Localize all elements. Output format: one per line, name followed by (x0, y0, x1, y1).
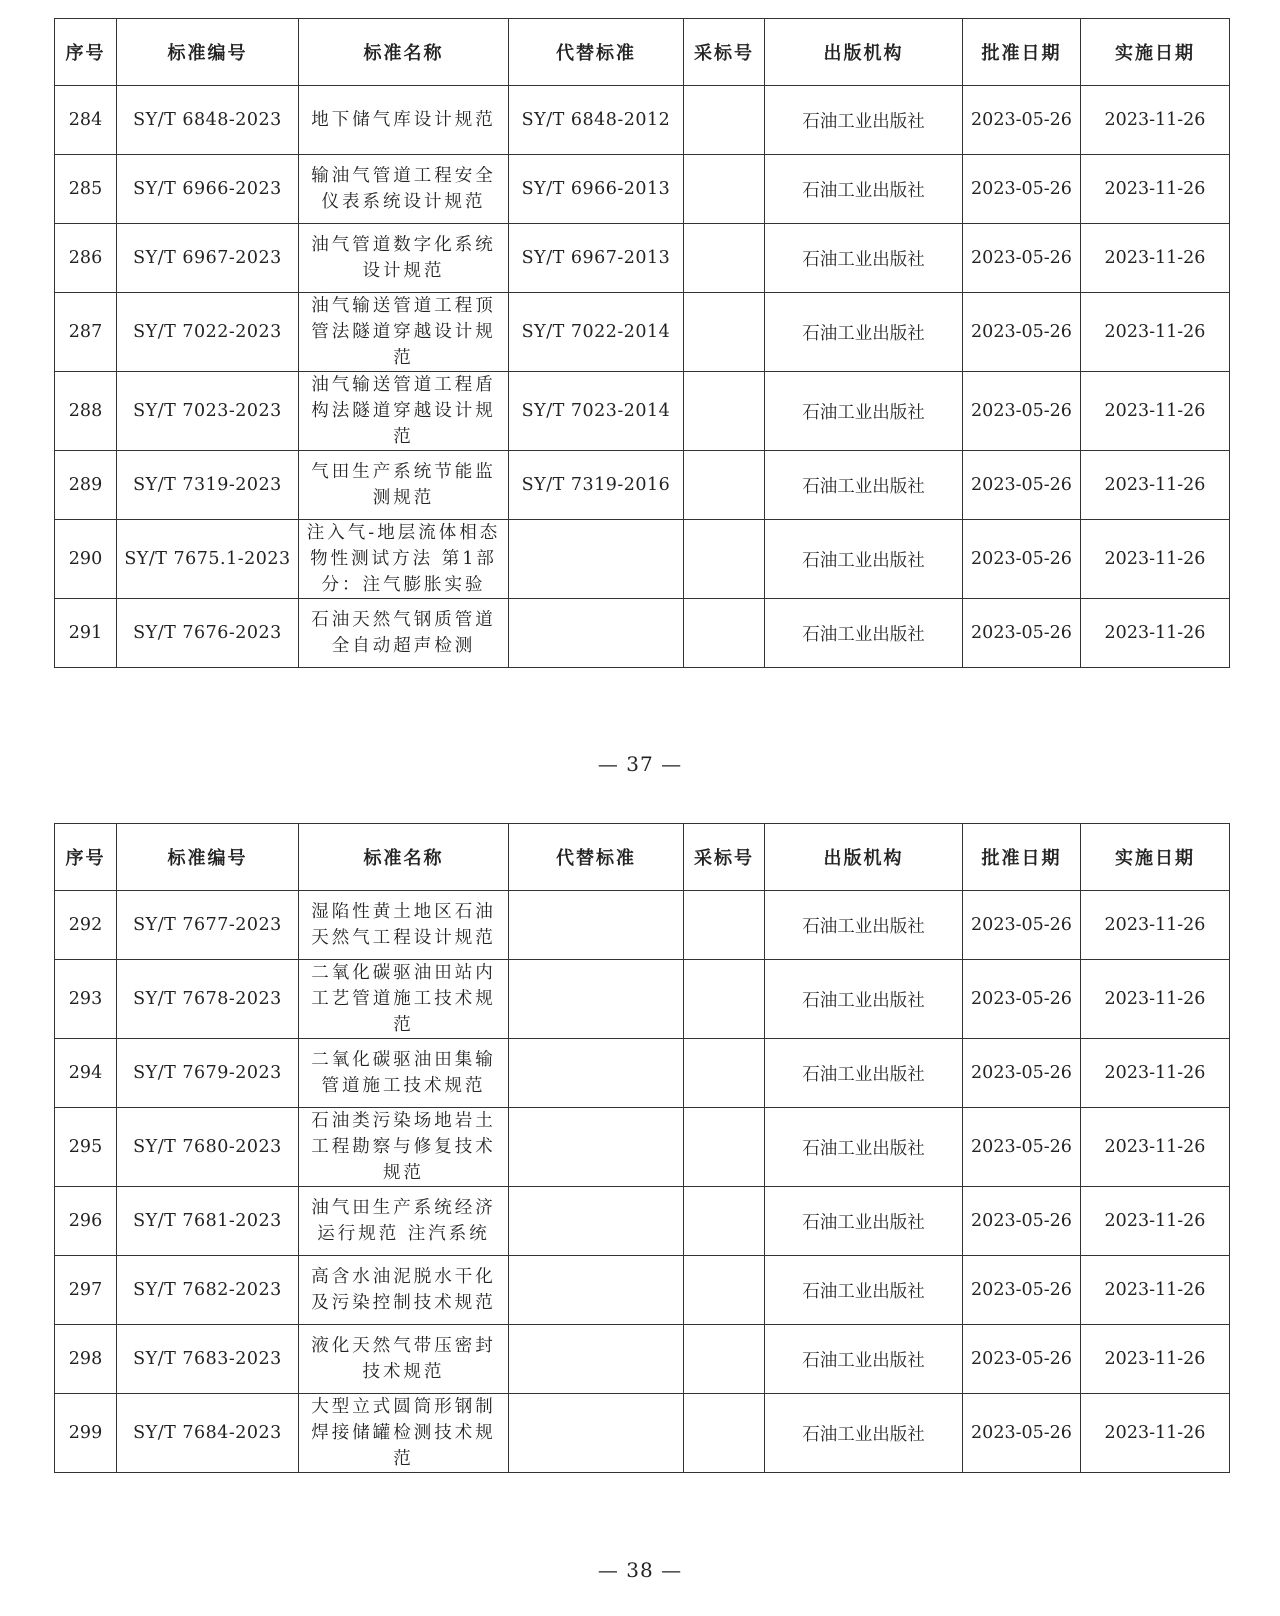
cell-effective-date: 2023-11-26 (1081, 960, 1230, 1039)
cell-serial-no: 295 (55, 1108, 117, 1187)
cell-publisher: 石油工业出版社 (765, 1256, 963, 1325)
cell-serial-no: 294 (55, 1039, 117, 1108)
cell-approval-date: 2023-05-26 (963, 155, 1081, 224)
cell-standard-code: SY/T 7684-2023 (117, 1394, 299, 1473)
cell-effective-date: 2023-11-26 (1081, 1187, 1230, 1256)
cell-approval-date: 2023-05-26 (963, 891, 1081, 960)
cell-standard-name: 输油气管道工程安全仪表系统设计规范 (299, 155, 509, 224)
header-replaced-standard: 代替标准 (509, 824, 684, 891)
cell-replaced-standard: SY/T 7319-2016 (509, 451, 684, 520)
cell-adopted-no (684, 224, 765, 293)
cell-standard-code: SY/T 6967-2023 (117, 224, 299, 293)
table-row (55, 155, 1230, 224)
cell-standard-code: SY/T 7676-2023 (117, 599, 299, 668)
cell-approval-date: 2023-05-26 (963, 1256, 1081, 1325)
cell-standard-code: SY/T 7678-2023 (117, 960, 299, 1039)
cell-adopted-no (684, 599, 765, 668)
cell-approval-date: 2023-05-26 (963, 960, 1081, 1039)
table-row (55, 1039, 1230, 1108)
cell-standard-code: SY/T 7677-2023 (117, 891, 299, 960)
cell-standard-code: SY/T 7022-2023 (117, 293, 299, 372)
table-row (55, 293, 1230, 372)
cell-replaced-standard: SY/T 6848-2012 (509, 86, 684, 155)
cell-adopted-no (684, 451, 765, 520)
cell-publisher: 石油工业出版社 (765, 451, 963, 520)
cell-effective-date: 2023-11-26 (1081, 86, 1230, 155)
cell-approval-date: 2023-05-26 (963, 1187, 1081, 1256)
cell-effective-date: 2023-11-26 (1081, 1108, 1230, 1187)
cell-approval-date: 2023-05-26 (963, 372, 1081, 451)
cell-approval-date: 2023-05-26 (963, 1039, 1081, 1108)
cell-publisher: 石油工业出版社 (765, 1187, 963, 1256)
cell-standard-name: 液化天然气带压密封技术规范 (299, 1325, 509, 1394)
cell-standard-name: 高含水油泥脱水干化及污染控制技术规范 (299, 1256, 509, 1325)
standards-table-page-38 (54, 823, 1230, 1473)
header-effective-date: 实施日期 (1081, 824, 1230, 891)
cell-replaced-standard: SY/T 7023-2014 (509, 372, 684, 451)
header-adopted-no: 采标号 (684, 19, 765, 86)
cell-effective-date: 2023-11-26 (1081, 891, 1230, 960)
cell-effective-date: 2023-11-26 (1081, 372, 1230, 451)
header-approval-date: 批准日期 (963, 19, 1081, 86)
cell-replaced-standard (509, 520, 684, 599)
header-replaced-standard: 代替标准 (509, 19, 684, 86)
cell-serial-no: 287 (55, 293, 117, 372)
cell-publisher: 石油工业出版社 (765, 599, 963, 668)
cell-standard-code: SY/T 7319-2023 (117, 451, 299, 520)
cell-adopted-no (684, 891, 765, 960)
cell-publisher: 石油工业出版社 (765, 1108, 963, 1187)
header-effective-date: 实施日期 (1081, 19, 1230, 86)
cell-effective-date: 2023-11-26 (1081, 520, 1230, 599)
cell-publisher: 石油工业出版社 (765, 1325, 963, 1394)
cell-replaced-standard (509, 1394, 684, 1473)
header-publisher: 出版机构 (765, 19, 963, 86)
cell-approval-date: 2023-05-26 (963, 1325, 1081, 1394)
cell-serial-no: 289 (55, 451, 117, 520)
cell-effective-date: 2023-11-26 (1081, 293, 1230, 372)
cell-standard-name: 注入气-地层流体相态物性测试方法 第1部分：注气膨胀实验 (299, 520, 509, 599)
table-row (55, 891, 1230, 960)
cell-standard-name: 油气输送管道工程盾构法隧道穿越设计规范 (299, 372, 509, 451)
cell-approval-date: 2023-05-26 (963, 224, 1081, 293)
page-number: — 37 — (597, 752, 683, 776)
cell-serial-no: 297 (55, 1256, 117, 1325)
cell-replaced-standard (509, 1108, 684, 1187)
cell-standard-code: SY/T 7681-2023 (117, 1187, 299, 1256)
standards-table-page-37 (54, 18, 1230, 668)
cell-standard-code: SY/T 7683-2023 (117, 1325, 299, 1394)
header-adopted-no: 采标号 (684, 824, 765, 891)
header-standard-code: 标准编号 (117, 19, 299, 86)
cell-adopted-no (684, 1108, 765, 1187)
header-publisher: 出版机构 (765, 824, 963, 891)
table-row (55, 960, 1230, 1039)
table-row (55, 86, 1230, 155)
cell-serial-no: 292 (55, 891, 117, 960)
cell-standard-name: 油气田生产系统经济运行规范 注汽系统 (299, 1187, 509, 1256)
cell-standard-code: SY/T 7682-2023 (117, 1256, 299, 1325)
cell-effective-date: 2023-11-26 (1081, 224, 1230, 293)
cell-publisher: 石油工业出版社 (765, 224, 963, 293)
cell-serial-no: 296 (55, 1187, 117, 1256)
header-standard-code: 标准编号 (117, 824, 299, 891)
cell-standard-name: 油气管道数字化系统设计规范 (299, 224, 509, 293)
cell-approval-date: 2023-05-26 (963, 1108, 1081, 1187)
cell-standard-code: SY/T 7675.1-2023 (117, 520, 299, 599)
cell-standard-name: 大型立式圆筒形钢制焊接储罐检测技术规范 (299, 1394, 509, 1473)
cell-publisher: 石油工业出版社 (765, 960, 963, 1039)
table-row (55, 520, 1230, 599)
cell-adopted-no (684, 1039, 765, 1108)
cell-standard-code: SY/T 7680-2023 (117, 1108, 299, 1187)
cell-serial-no: 288 (55, 372, 117, 451)
cell-standard-code: SY/T 6848-2023 (117, 86, 299, 155)
cell-approval-date: 2023-05-26 (963, 520, 1081, 599)
table-row (55, 1187, 1230, 1256)
cell-effective-date: 2023-11-26 (1081, 1325, 1230, 1394)
cell-publisher: 石油工业出版社 (765, 86, 963, 155)
cell-serial-no: 286 (55, 224, 117, 293)
cell-serial-no: 298 (55, 1325, 117, 1394)
cell-publisher: 石油工业出版社 (765, 1394, 963, 1473)
table-header-row (55, 19, 1230, 86)
cell-effective-date: 2023-11-26 (1081, 155, 1230, 224)
cell-adopted-no (684, 155, 765, 224)
cell-standard-name: 二氧化碳驱油田集输管道施工技术规范 (299, 1039, 509, 1108)
table-row (55, 451, 1230, 520)
cell-replaced-standard (509, 1325, 684, 1394)
cell-effective-date: 2023-11-26 (1081, 451, 1230, 520)
table-row (55, 1256, 1230, 1325)
cell-standard-name: 石油类污染场地岩土工程勘察与修复技术规范 (299, 1108, 509, 1187)
cell-effective-date: 2023-11-26 (1081, 599, 1230, 668)
table-row (55, 599, 1230, 668)
header-standard-name: 标准名称 (299, 19, 509, 86)
cell-standard-code: SY/T 7023-2023 (117, 372, 299, 451)
cell-approval-date: 2023-05-26 (963, 599, 1081, 668)
cell-publisher: 石油工业出版社 (765, 372, 963, 451)
table-body (55, 86, 1230, 668)
cell-replaced-standard: SY/T 7022-2014 (509, 293, 684, 372)
cell-effective-date: 2023-11-26 (1081, 1394, 1230, 1473)
cell-standard-name: 石油天然气钢质管道全自动超声检测 (299, 599, 509, 668)
cell-standard-name: 地下储气库设计规范 (299, 86, 509, 155)
cell-publisher: 石油工业出版社 (765, 293, 963, 372)
cell-approval-date: 2023-05-26 (963, 86, 1081, 155)
cell-effective-date: 2023-11-26 (1081, 1256, 1230, 1325)
table-body (55, 891, 1230, 1473)
table-header-row (55, 824, 1230, 891)
cell-serial-no: 293 (55, 960, 117, 1039)
cell-publisher: 石油工业出版社 (765, 891, 963, 960)
header-standard-name: 标准名称 (299, 824, 509, 891)
cell-publisher: 石油工业出版社 (765, 1039, 963, 1108)
cell-adopted-no (684, 1256, 765, 1325)
cell-publisher: 石油工业出版社 (765, 155, 963, 224)
cell-replaced-standard (509, 891, 684, 960)
cell-adopted-no (684, 960, 765, 1039)
cell-adopted-no (684, 293, 765, 372)
table-row (55, 372, 1230, 451)
page-number: — 38 — (597, 1558, 683, 1582)
cell-standard-name: 二氧化碳驱油田站内工艺管道施工技术规范 (299, 960, 509, 1039)
cell-standard-code: SY/T 6966-2023 (117, 155, 299, 224)
cell-adopted-no (684, 86, 765, 155)
cell-adopted-no (684, 1394, 765, 1473)
cell-replaced-standard: SY/T 6966-2013 (509, 155, 684, 224)
cell-approval-date: 2023-05-26 (963, 1394, 1081, 1473)
table-row (55, 1394, 1230, 1473)
cell-adopted-no (684, 1325, 765, 1394)
cell-standard-name: 气田生产系统节能监测规范 (299, 451, 509, 520)
cell-approval-date: 2023-05-26 (963, 293, 1081, 372)
cell-replaced-standard (509, 1187, 684, 1256)
cell-adopted-no (684, 1187, 765, 1256)
cell-standard-code: SY/T 7679-2023 (117, 1039, 299, 1108)
table-row (55, 1108, 1230, 1187)
cell-approval-date: 2023-05-26 (963, 451, 1081, 520)
cell-effective-date: 2023-11-26 (1081, 1039, 1230, 1108)
header-approval-date: 批准日期 (963, 824, 1081, 891)
cell-serial-no: 291 (55, 599, 117, 668)
table-row (55, 224, 1230, 293)
cell-publisher: 石油工业出版社 (765, 520, 963, 599)
cell-adopted-no (684, 372, 765, 451)
cell-replaced-standard (509, 599, 684, 668)
cell-adopted-no (684, 520, 765, 599)
cell-standard-name: 油气输送管道工程顶管法隧道穿越设计规范 (299, 293, 509, 372)
cell-serial-no: 284 (55, 86, 117, 155)
cell-serial-no: 299 (55, 1394, 117, 1473)
cell-serial-no: 285 (55, 155, 117, 224)
header-serial-no: 序号 (55, 19, 117, 86)
cell-replaced-standard (509, 1039, 684, 1108)
cell-replaced-standard (509, 1256, 684, 1325)
header-serial-no: 序号 (55, 824, 117, 891)
table-row (55, 1325, 1230, 1394)
cell-replaced-standard (509, 960, 684, 1039)
cell-standard-name: 湿陷性黄土地区石油天然气工程设计规范 (299, 891, 509, 960)
cell-replaced-standard: SY/T 6967-2013 (509, 224, 684, 293)
cell-serial-no: 290 (55, 520, 117, 599)
